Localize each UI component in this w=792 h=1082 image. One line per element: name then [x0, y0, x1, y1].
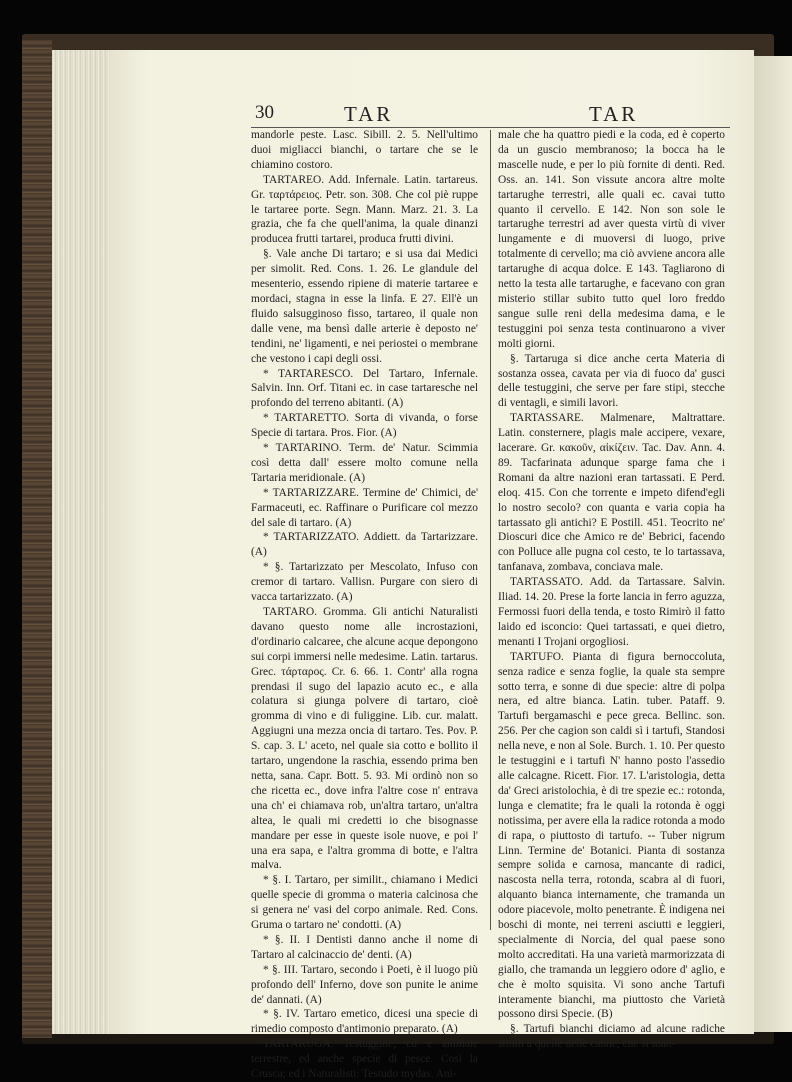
running-head-right: TAR	[589, 102, 639, 126]
dictionary-paragraph: * TARTARESCO. Del Tartaro, Infernale. Salvin. Inn. Orf. Titani ec. in case tartaresche nel profondo del terreno abitanti. (A)	[251, 367, 478, 410]
column-divider	[490, 130, 491, 930]
dictionary-paragraph: * §. III. Tartaro, secondo i Poeti, è il luogo più profondo dell' Inferno, dove son punite le anime de' dannati. (A)	[251, 963, 478, 1006]
dictionary-paragraph: TARTASSARE. Malmenare, Maltrattare. Latin. consternere, plagis male accipere, vexare, lacerare. Gr. κακοῦν, αἰκίζειν. Tac. Dav. Ann. 4. 89. Tacfarinata adunque sparge fama che i Romani da altre nazioni eran tartassati. E Perd. eloq. 415. Con che torrente e impeto difend'egli lo nostro secolo? con quanta e varia copia ha tartassato gli antichi? E Postill. 451. Teocrito ne' Dioscuri dice che Amico re de' Bebrici, facendo con Polluce alle pugna col cesto, te lo tartassava, tanfanava, zombava, conciava male.	[498, 412, 725, 574]
dictionary-paragraph: TARTARO. Gromma. Gli antichi Naturalisti davano questo nome alle incrostazioni, d'ordinario calcaree, che alcune acque depongono sui corpi immersi nelle medesime. Latin. tartarus. Grec. τάρταρος. Cr. 6. 66. 1. Contr' alla rogna prendasi il sugo del lapazio acuto ec., e alla colatura si giunga polvere di tartaro, cioè gromma di vino e di fuliggine. Lib. cur. malatt. Aggiugni una mezza oncia di tartaro. Tes. Pov. P. S. cap. 3. L' aceto, nel quale sia cotto e bollito il tartaro, ungendone la raschia, essendo prima ben netta, sana. Capr. Bott. 5. 93. Mi ordinò non so che ricetta ec., dove infra l'altre cose n' entrava una ch' ei chiamava rob, un'altra tartaro, un'altra altea, le quali mi credetti io che bisognasse mandare per esse in queste isole nuove, e poi l' una era sapa, e l'altra gromma di botte, e l'altra malva.	[251, 606, 478, 872]
dictionary-paragraph: TARTUFO. Pianta di figura bernoccoluta, senza radice e senza foglie, la quale sta sempre sotto terra, e sonne di due specie: altre di polpa nera, ed altre bianca. Latin. tuber. Pataff. 9. Tartufi bergamaschi e pece greca. Bellinc. son. 256. Per che cagion son caldi sì i tartufi, Standosi nella neve, e non al Sole. Burch. 1. 10. Per questo le testuggini e i tartufi N' hanno posto l'assedio alle calcagne. Ricett. Fior. 17. L'aristologia, detta da' Greci aristolochia, è di tre spezie ec.: rotonda, lunga e clematite; fra le quali la rotonda è oggi notissima, per avere ella la radice rotonda a modo di rapa, o piuttosto di tartufo. -- Tuber nigrum Linn. Termine de' Botanici. Pianta di sostanza sempre solida e carnosa, mancante di radici, nascosta nella terra, rotonda, scabra al di fuori, alquanto bianca internamente, che tramanda un odore piacevole, molto penetrante. È indigena nei boschi di monte, nei terreni asciutti e leggieri, specialmente di Norcia, del qual paese sono molto accreditati. Ha una varietà marmorizzata di giallo, che tramanda un leggiero odore d' aglio, e che è molto squisita. Vi sono anche Tartufi interamente bianchi, ma piuttosto che Varietà possono dirsi Specie. (B)	[498, 650, 725, 1021]
dictionary-paragraph: §. Tartaruga si dice anche certa Materia di sostanza ossea, cavata per via di fuoco da' gusci delle testuggini, che serve per fare stipi, stecche di ventagli, e simili lavori.	[498, 352, 725, 410]
dictionary-paragraph: * TARTARETTO. Sorta di vivanda, o forse Specie di tartara. Pros. Fior. (A)	[251, 412, 478, 440]
dictionary-paragraph: TARTASSATO. Add. da Tartassare. Salvin. Iliad. 14. 20. Prese la forte lancia in ferro aguzza, Fermossi fuori della tenda, e tosto Rimirò il fatto laido ed isconcio: Quei tartassati, e quei dietro, menanti I Trojani orgogliosi.	[498, 576, 725, 648]
dictionary-paragraph: mandorle peste. Lasc. Sibill. 2. 5. Nell'ultimo duoi migliacci bianchi, o tartare che se le chiamino costoro.	[251, 129, 478, 171]
dictionary-paragraph: TARTAREO. Add. Infernale. Latin. tartareus. Gr. ταρτάρειος. Petr. son. 308. Che col piè ruppe le tartaree porte. Segn. Mann. Marz. 21. 3. La grazia, che fa che quell'anima, la quale dinanzi producea frutti tartarei, produca frutti divini.	[251, 173, 478, 246]
dictionary-paragraph: TARTARUGA. Testuggine; ed è animale terrestre, ed anche specie di pesce. Così la Crusca; ed i Naturalisti: Testudo mydas. Ani-	[251, 1038, 478, 1081]
dictionary-paragraph: * TARTARIZZATO. Addiett. da Tartarizzare. (A)	[251, 531, 478, 559]
dictionary-paragraph: * TARTARIZZARE. Termine de' Chimici, de' Farmaceuti, ec. Raffinare o Purificare col mezzo del sale di tartaro. (A)	[251, 486, 478, 529]
dictionary-paragraph: §. Vale anche Di tartaro; e si usa dai Medici per simolit. Red. Cons. 1. 26. Le glandule del mesenterio, essendo ripiene di materie tartaree e mordaci, stagna in esse la linfa. E 27. Ell'è un fluido salsugginoso fisso, tartareo, il quale non dalle vene, ma bensì dalle arterie è deposto ne' tendini, ne' ligamenti, e nei periostei o membrane che vestono i capi degli ossi.	[251, 248, 478, 365]
dictionary-paragraph: * TARTARINO. Term. de' Natur. Scimmia così detta dall' essere molto comune nella Tartaria meridionale. (A)	[251, 442, 478, 484]
right-column	[498, 128, 725, 1052]
dictionary-paragraph: §. Tartufi bianchi diciamo ad alcune radiche simili a quelle delle canne, che si man-	[498, 1023, 725, 1051]
dictionary-paragraph: * §. Tartarizzato per Mescolato, Infuso con cremor di tartaro. Vallisn. Purgare con siero di vacca tartarizzato. (A)	[251, 561, 478, 604]
dictionary-paragraph: male che ha quattro piedi e la coda, ed è coperto da un guscio membranoso; la bocca ha le mascelle nude, e per lo più fornite di denti. Red. Oss. an. 141. Son vissute ancora altre molte tartarughe terrestri, alle quali ec. cavai tutto quanto il cervello. E 142. Non son sole le tartarughe terrestri ad aver questa virtù di viver lungamente e di muoversi di luogo, prive totalmente di cervello; ma ciò avviene ancora alle tartarughe di acqua dolce. E 143. Tagliarono di netto la testa alle tartarughe, e facevano con gran misterio stillar subito tutto quel loro freddo sangue sulle reni della medesima dama, e le testuggini poi senza testa continuarono a viver molti giorni.	[498, 129, 725, 350]
left-column	[251, 128, 478, 1082]
dictionary-paragraph: * §. IV. Tartaro emetico, dicesi una specie di rimedio composto d'antimonio preparato. (A)	[251, 1008, 478, 1036]
facing-page-edge	[754, 56, 792, 1032]
dictionary-paragraph: * §. I. Tartaro, per similit., chiamano i Medici quelle specie di gromma o materia calcinosa che si genera ne' vasi del corpo animale. Red. Cons. Gruma o tartaro ne' condotti. (A)	[251, 874, 478, 932]
dictionary-paragraph: * §. II. I Dentisti danno anche il nome di Tartaro al calcinaccio de' denti. (A)	[251, 933, 478, 961]
page-number: 30	[255, 102, 274, 123]
book-spine	[22, 40, 52, 1038]
page-edges	[52, 50, 111, 1034]
running-head-left: TAR	[344, 102, 394, 126]
